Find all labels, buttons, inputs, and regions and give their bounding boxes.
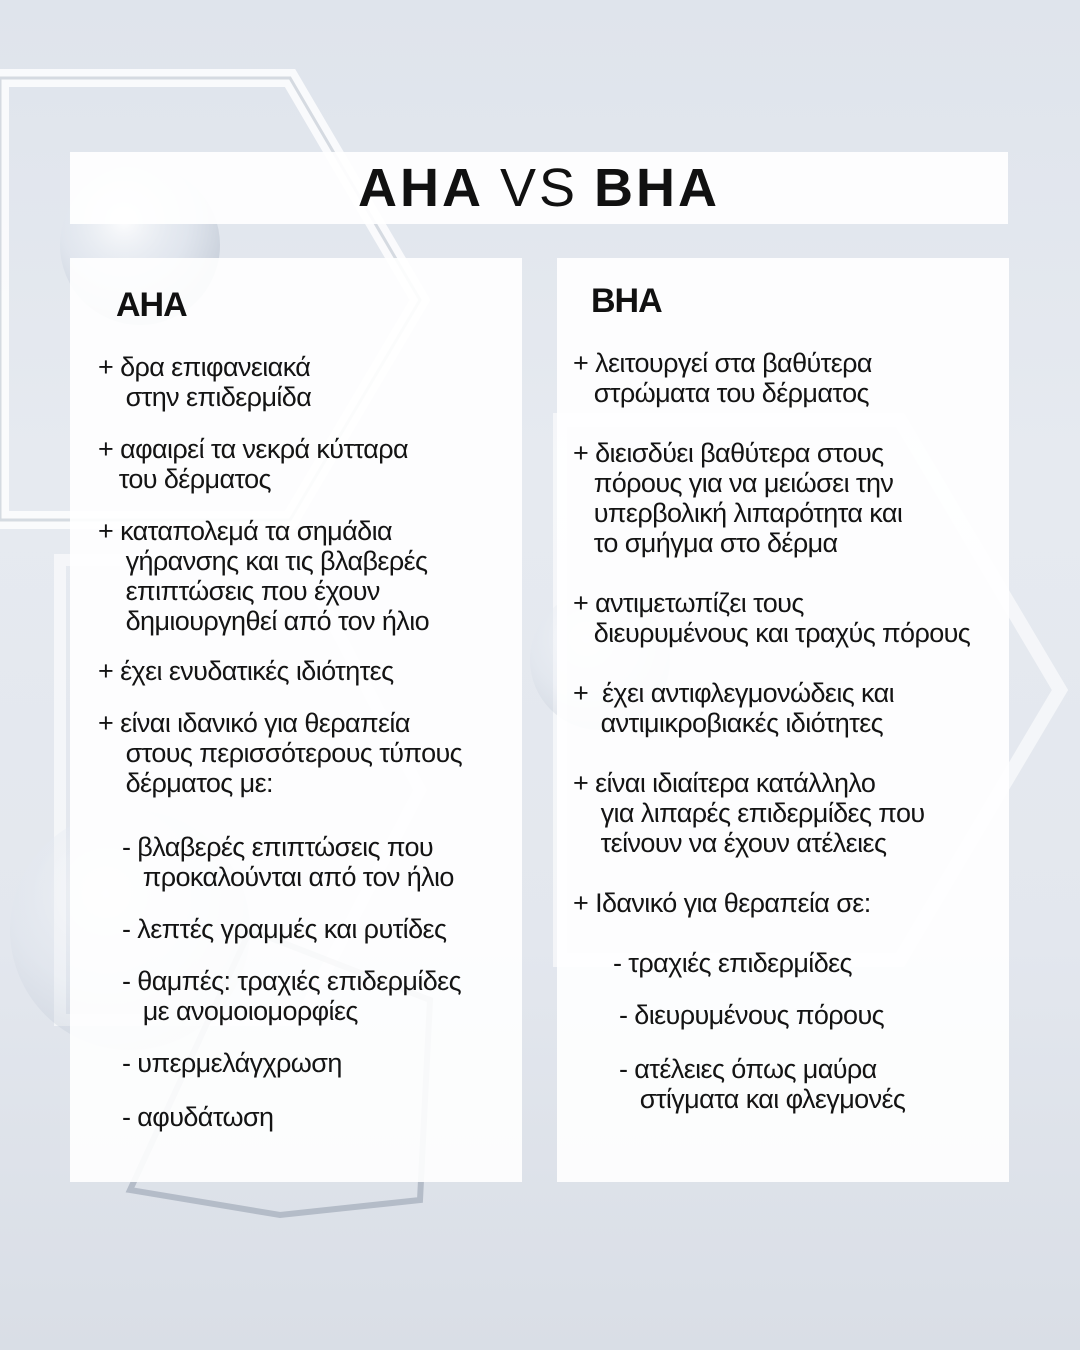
aha-item: + έχει ενυδατικές ιδιότητες: [98, 656, 394, 686]
title-left: AHA: [357, 158, 484, 218]
title-vs: VS: [499, 158, 579, 218]
bha-item: + Ιδανικό για θεραπεία σε:: [573, 888, 871, 918]
aha-subitem: - αφυδάτωση: [122, 1102, 274, 1132]
page-title: [357, 158, 721, 218]
bha-subitem: - ατέλειες όπως μαύρα στίγματα και φλεγμονές: [619, 1054, 906, 1114]
bha-item: + λειτουργεί στα βαθύτερα στρώματα του δέρματος: [573, 348, 872, 408]
aha-subitem: - υπερμελάγχρωση: [122, 1048, 342, 1078]
aha-item: + είναι ιδανικό για θεραπεία στους περισσότερους τύπους δέρματος με:: [98, 708, 463, 798]
aha-item: + καταπολεμά τα σημάδια γήρανσης και τις βλαβερές επιπτώσεις που έχουν δημιουργηθεί από τον ήλιο: [98, 516, 430, 636]
bha-item: + αντιμετωπίζει τους διευρυμένους και τραχύς πόρους: [573, 588, 971, 648]
bha-heading: BHA: [591, 282, 662, 320]
bha-item: + έχει αντιφλεγμονώδεις και αντιμικροβιακές ιδιότητες: [573, 678, 895, 738]
title-bar: [70, 152, 1008, 224]
bha-item: + είναι ιδιαίτερα κατάλληλο για λιπαρές επιδερμίδες που τείνουν να έχουν ατέλειες: [573, 768, 925, 858]
aha-heading: AHA: [116, 286, 187, 324]
aha-item: + αφαιρεί τα νεκρά κύτταρα του δέρματος: [98, 434, 408, 494]
bha-item: + διεισδύει βαθύτερα στους πόρους για να μειώσει την υπερβολική λιπαρότητα και το σμήγμα στο δέρμα: [573, 438, 903, 558]
bha-panel: [557, 258, 1009, 1182]
aha-subitem: - βλαβερές επιπτώσεις που προκαλούνται από τον ήλιο: [122, 832, 454, 892]
title-right: BHA: [594, 158, 721, 218]
aha-panel: [70, 258, 522, 1182]
aha-item: + δρα επιφανειακά στην επιδερμίδα: [98, 352, 312, 412]
bha-subitem: - τραχιές επιδερμίδες: [613, 948, 852, 978]
aha-subitem: - θαμπές: τραχιές επιδερμίδες με ανομοιομορφίες: [122, 966, 462, 1026]
aha-subitem: - λεπτές γραμμές και ρυτίδες: [122, 914, 447, 944]
bha-subitem: - διευρυμένους πόρους: [619, 1000, 885, 1030]
